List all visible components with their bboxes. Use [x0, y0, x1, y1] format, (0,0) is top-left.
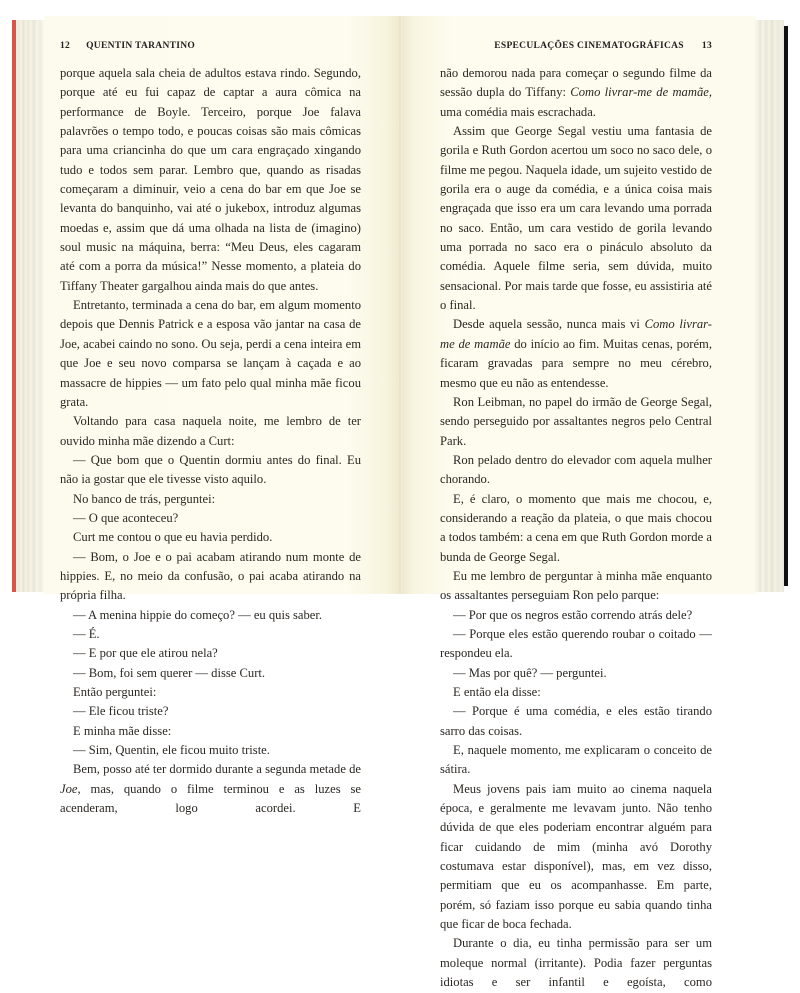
- paragraph-text: , uma comédia mais escrachada.: [440, 85, 712, 119]
- left-page-edges: [12, 20, 48, 592]
- book-gutter: [398, 16, 402, 594]
- right-running-head: [494, 41, 712, 51]
- film-title: Como livrar-me de mamãe: [570, 85, 709, 100]
- paragraph: Voltando para casa naquela noite, me lembro de ter ouvido minha mãe dizendo a Curt:: [60, 414, 361, 448]
- right-page-number: 13: [701, 41, 712, 51]
- paragraph: Entretanto, terminada a cena do bar, em algum momento depois que Dennis Patrick e a esposa vão jantar na casa de Joe, acabei caindo no sono. Ou seja, perdi a cena inteira em que Joe e seu novo comparsa se lançam à caçada e ao massacre de hippies — um fato pelo qual minha mãe ficou grata.: [60, 298, 361, 409]
- paragraph: [440, 64, 712, 122]
- paragraph: [60, 760, 361, 818]
- paragraph: — Porque é uma comédia, e eles estão tirando sarro das coisas.: [440, 704, 712, 738]
- right-page-body: [440, 64, 712, 993]
- paragraph: No banco de trás, perguntei:: [73, 491, 216, 506]
- paragraph: — Sim, Quentin, ele ficou muito triste.: [73, 743, 270, 758]
- paragraph: — Ele ficou triste?: [73, 704, 169, 719]
- paragraph: Assim que George Segal vestiu uma fantasia de gorila e Ruth Gordon acertou um soco no saco dele, o filme me pegou. Naquela idade, um sujeito vestido de gorila era o auge da comédia, e a única coisa mais engraçada que isso era um cara levando uma porrada no saco. Então, um cara vestido de gorila levando uma porrada no saco era o pináculo absoluto da comédia. Aquele filme seria, sem dúvida, muito sensacional. Por mais tarde que fosse, eu assistiria até o final.: [440, 124, 712, 313]
- paragraph-text: do início ao fim. Muitas cenas, porém, ficaram gravadas para sempre no meu cérebro, mesmo que eu não as entendesse.: [440, 336, 712, 390]
- paragraph: — A menina hippie do começo? — eu quis saber.: [73, 607, 323, 622]
- right-page-edges: [754, 20, 784, 592]
- paragraph: Ron Leibman, no papel do irmão de George Segal, sendo perseguido por assaltantes negros pelo Central Park.: [440, 394, 712, 448]
- left-running-head-title: QUENTIN TARANTINO: [86, 41, 196, 51]
- paragraph: — É.: [73, 626, 100, 641]
- paragraph: Então perguntei:: [73, 685, 157, 699]
- paragraph: porque aquela sala cheia de adultos estava rindo. Segundo, porque até eu fui capaz de captar a aura cômica na performance de Boyle. Terceiro, porque Joe falava palavrões o tempo todo, e poucas coisas são mais cômicas para uma criancinha do que um cara engraçado xingando tudo e todos sem parar. Lembro que, quando as risadas começaram a diminuir, veio a cena do bar em que Joe se levanta do banquinho, vai até o jukebox, introduz algumas moedas e, assim que dá uma olhada na lista de (imagino) soul music na máquina, berra: “Meu Deus, eles cagaram até com a porra da música!” Nesse momento, a plateia do Tiffany Theater gargalhou ainda mais do que antes.: [60, 66, 361, 293]
- paragraph: — Que bom que o Quentin dormiu antes do final. Eu não ia gostar que ele tivesse visto aquilo.: [60, 452, 361, 487]
- paragraph: [440, 315, 712, 392]
- film-title: Joe: [60, 781, 78, 796]
- left-page-body: [60, 64, 361, 818]
- paragraph-text: , mas, quando o filme terminou e as luzes se acenderam, logo acordei. E: [60, 781, 361, 816]
- paragraph: — O que aconteceu?: [73, 510, 179, 525]
- paragraph-text: Bem, posso até ter dormido durante a segunda metade de: [73, 762, 361, 777]
- paragraph: E, é claro, o momento que mais me chocou, e, considerando a reação da plateia, o que mais chocou a todos também: a cena em que Ruth Gordon morde a bunda de George Segal.: [440, 491, 712, 564]
- paragraph: — Por que os negros estão correndo atrás dele?: [453, 607, 693, 622]
- paragraph: Ron pelado dentro do elevador com aquela mulher chorando.: [440, 452, 712, 487]
- paragraph: — Bom, foi sem querer — disse Curt.: [73, 665, 266, 680]
- paragraph: E, naquele momento, me explicaram o conceito de sátira.: [440, 743, 712, 777]
- paragraph-text: não demorou nada para começar o segundo filme da sessão dupla do Tiffany:: [440, 66, 712, 100]
- paragraph: — E por que ele atirou nela?: [73, 646, 218, 661]
- film-title: Como livrar-me de mamãe: [440, 317, 712, 351]
- right-running-head-title: ESPECULAÇÕES CINEMATOGRÁFICAS: [494, 41, 684, 51]
- paragraph: E então ela disse:: [453, 685, 541, 699]
- paragraph: — Mas por quê? — perguntei.: [453, 665, 607, 680]
- paragraph: Curt me contou o que eu havia perdido.: [73, 530, 273, 545]
- paragraph-text: Desde aquela sessão, nunca mais vi: [453, 317, 645, 332]
- left-running-head: [60, 41, 195, 51]
- paragraph: Durante o dia, eu tinha permissão para ser um moleque normal (irritante). Podia fazer perguntas idiotas e ser infantil e egoísta, como: [440, 936, 712, 990]
- back-cover-edge: [784, 26, 788, 586]
- paragraph: E minha mãe disse:: [73, 723, 172, 738]
- paragraph: Meus jovens pais iam muito ao cinema naquela época, e geralmente me levavam junto. Não tenho dúvida de que eles poderiam encontrar alguém para ficar cuidando de mim (minha avó Dorothy costumava estar disponível), mas, em vez disso, permitiam que eu os acompanhasse. Em parte, porém, só faziam isso porque eu sabia quando tinha que ficar de boca fechada.: [440, 781, 712, 932]
- paragraph: — Bom, o Joe e o pai acabam atirando num monte de hippies. E, no meio da confusão, o pai acaba atirando na própria filha.: [60, 549, 361, 603]
- left-page-number: 12: [60, 41, 71, 51]
- paragraph: — Porque eles estão querendo roubar o coitado — respondeu ela.: [440, 626, 712, 661]
- paragraph: Eu me lembro de perguntar à minha mãe enquanto os assaltantes perseguiam Ron pelo parque:: [440, 568, 712, 603]
